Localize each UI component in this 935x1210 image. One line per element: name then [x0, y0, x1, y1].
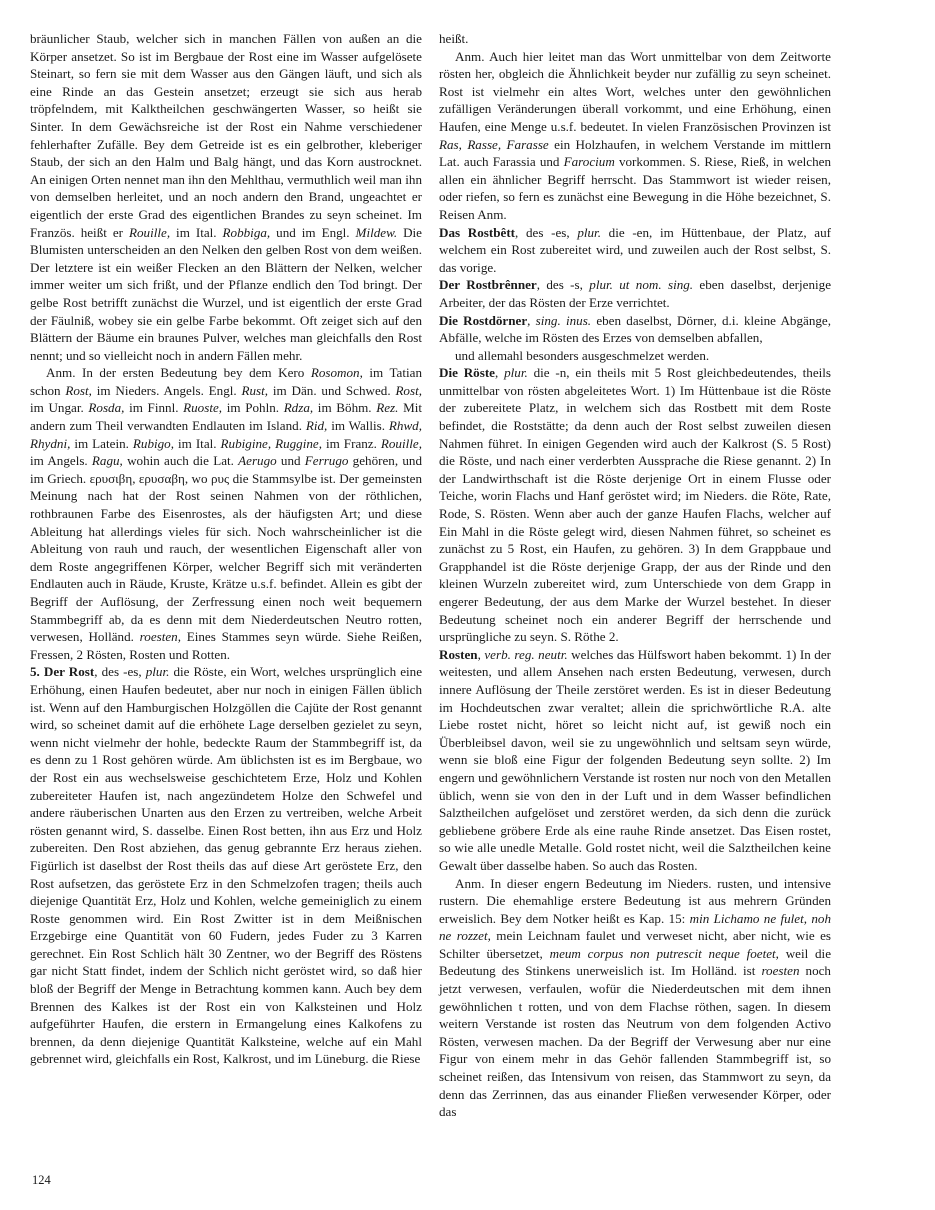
entry-rosten: Rosten, verb. reg. neutr. welches das Hülfswort haben bekommt. 1) In der weitesten, und allem Ansehen nach ersten Bedeutung, verwesen, durch innere Auflösung der Theile zerstöret werden. Es ist in dieser Bedeutung im Hochdeutschen zwar veraltet; allein die sprichwörtliche R.A. alte Liebe rostet nicht, höret so leicht nicht auf, ist gewiß noch ein Überbleibsel davon, weil sie zu ungewöhnlich und seltsam seyn würde, wenn sie bloß eine Figur der folgenden Bedeutung seyn sollte. 2) Im engern und gewöhnlichern Verstande ist rosten nur noch von den Metallen üblich, wenn sie von den in der Luft und in dem Wasser befindlichen Salztheilchen aufgelöset und zerstöret werden, da sich denn die zurück gebliebene gröbere Erde als eine rauhe Rinde ansetzet. Das Eisen rostet, so wie alle unedle Metalle. Gold rostet nicht, weil die Salztheilchen keine Gewalt über dasselbe haben. So auch das Rosten.: [439, 646, 832, 873]
lemma: Die Röste: [439, 365, 495, 381]
entry-rost-continuation: bräunlicher Staub, welcher sich in manchen Fällen von außen an die Körper ansetzet. So ist im Bergbaue der Rost eine im Wasser aufgelösete Steinart, so fern sie mit dem Wasser aus den Gängen läuft, und sich als eine Rinde an das Gestein ansetzet; erzeugt sie sich aus herab tröpfelndem, mit Kalktheilchen geschwängerten Wasser, so heißt sie Sinter. In dem Gewächsreiche ist der Rost ein Nahme verschiedener fehlerhafter Zufälle. Bey dem Getreide ist es ein gelbrother, kleberiger Staub, der sich an den Halm und Balg hängt, und das Korn austrocknet. An einigen Orten nennet man ihn den Mehlthau, vermuthlich weil man ihn von demselben herleitet, und an noch andern den Brand, ungeachtet er eigentlich der erste Grad des eigentlichen Brandes zu seyn scheinet. Im Französ. heißt er Rouille, im Ital. Robbiga, und im Engl. Mildew. Die Blumisten unterscheiden an den Nelken den gelben Rost von dem weißen. Der letztere ist ein weißer Flecken an den Blättern der Nelken, welcher immer weiter um sich frißt, und der Pflanze endlich den Tod bringt. Der gelbe Rost betrifft zunächst die Wurzel, und ist eigentlich der erste Grad der Fäulniß, wobey sie ein gelbe Farbe bekommt. Oft zeiget sich auf den Blättern der Bäume ein braunes Pulver, welches man gleichfalls den Rost nennt; und so vielleicht noch in andern Fällen mehr.: [30, 31, 422, 363]
entry-rost-end: heißt.: [439, 31, 469, 46]
lemma: Der Rostbrênner: [439, 277, 537, 293]
entry-rostdoerner: Die Rostdörner, sing. inus. eben daselbst, Dörner, d.i. kleine Abgänge, Abfälle, welche im Rösten des Erzes von demselben abfallen,: [439, 312, 832, 346]
note-rost-etymology: Anm. Auch hier leitet man das Wort unmittelbar von dem Zeitworte rösten her, obgleich die Ähnlichkeit beyder nur zufällig zu seyn scheinet. Rost ist vielmehr ein altes Wort, welches unter den gewöhnlichen zufälligen Veränderungen überall vorkommt, und eine Erhöhung, einen Haufen, eine Menge u.s.f. bedeutet. In vielen Französischen Provinzen ist Ras, Rasse, Farasse ein Holzhaufen, in welchem Verstande im mittlern Lat. auch Farassia und Farocium vorkommen. S. Riese, Rieß, in welchen allen ein ähnlicher Begriff herrscht. Das Stammwort ist wieder reisen, oder riefen, so fern es zunächst eine Bewegung in die Höhe bezeichnet, S. Reisen Anm.: [439, 48, 831, 222]
note-etymology: Anm. In der ersten Bedeutung bey dem Kero Rosomon, im Tatian schon Rost, im Nieders. Angels. Engl. Rust, im Dän. und Schwed. Rost, im Ungar. Rosda, im Finnl. Ruoste, im Pohln. Rdza, im Böhm. Rez. Mit andern zum Theil verwandten Endlauten im Island. Rid, im Wallis. Rhwd, Rhydni, im Latein. Rubigo, im Ital. Rubigine, Ruggine, im Franz. Rouille, im Angels. Ragu, wohin auch die Lat. Aerugo und Ferrugo gehören, und im Griech. ερυσιβη, ερυσαβη, wo ρυς die Stammsylbe ist. Der gemeinsten Meinung nach hat der Rost seinen Nahmen von der röthlichen, rothbraunen Farbe des Eisenrostes, als der häufigsten Art; und diese Ableitung hat allerdings vieles für sich. Noch wahrscheinlicher ist die Ableitung von rauh und rauch, der wesentlichen Eigenschaft aller von dem Roste angegriffenen Körper, welcher Begriff sich mit veränderten Endlauten auch in Räude, Kruste, Krätze u.s.f. befindet. Allein es gibt der Begriff der Auflösung, der Zerfressung einen noch weit bequemern Stammbegriff ab, da es denn mit dem Niederdeutschen Neutro rotten, verwesen, Holländ. roesten, Eines Stammes seyn würde. Siehe Reißen, Fressen, 2 Rösten, Rosten und Rotten.: [30, 365, 423, 662]
entry-5-der-rost: 5. Der Rost, des -es, plur. die Röste, ein Wort, welches ursprünglich eine Erhöhung, einen Haufen bedeutet, aber nur noch in einigen Fällen üblich ist. Wenn auf den Hamburgischen Holzgöllen die Cajüte der Rost genannt wird, so scheinet damit auf die erhöhete Lage derselben gezielet zu seyn, wenn nicht vielmehr der hohle, bedeckte Raum der Stammbegriff ist, da es denn zu 1 Rost gehören würde. Am üblichsten ist es im Bergbaue, wo der Rost ein aus wechselsweise geschichtetem Erze, Holz und Kohlen zubereiteter Haufen ist, nach angezündetem Holze den Schwefel und andere räuberischen Unarten aus den Erzen zu vertreiben, welche Arbeit rösten genannt wird, S. dasselbe. Einen Rost betten, ihn aus Erz und Holz zubereiten. Den Rost abziehen, das genug gebrannte Erz heraus ziehen. Figürlich ist daselbst der Rost theils das auf diese Art geröstete Erz, den Rost aufsetzen, das geröstete Erz in den Schmelzofen tragen; theils auch diejenige Quantität Erz, Holz und Kohlen, welche gemeiniglich zu einem Roste genommen wird. Ein Rost Zwitter ist in dem Meißnischen Erzgebirge eine Quantität von 60 Fudern, jedes Fuder zu 3 Karren gerechnet. Ein Rost Schlich hält 30 Zentner, wo der Begriff des Röstens gar nicht Statt findet, indem der Schlich nicht geröstet wird, so daß hier bloß der Begriff der Menge in Betrachtung kommen kann. Auch bey dem Brennen des Kalkes ist der Rost ein von Kalksteinen und Holz aufgeführter Haufen, die erstern in Ermangelung eines Kalkofens zu brennen, da denn diejenige Quantität Kalksteine, welche auf ein Mahl gebrennet wird, gleichfalls ein Rost, Kalkrost, und im Lüneburg. die Riese: [30, 664, 423, 1067]
left-column: [30, 30, 422, 1068]
lemma: Die Rostdörner: [439, 312, 528, 328]
entry-roeste: Die Röste, plur. die -n, ein theils mit 5 Rost gleichbedeutendes, theils unmittelbar von rösten abgeleitetes Wort. 1) Im Hüttenbaue ist die Röste der zubereitete Platz, in welchem sich das Rostbett mit dem Roste befindet, die Roststätte; da denn auch der Rost selbst zuweilen diesen Nahmen führet. In einigen Gegenden wird auch der Kalkrost (S. 5 Rost) die Röste, und nach einer verderbten Aussprache die Riese genannt. 2) In der Landwirthschaft ist die Röste derjenige Ort in einem Flusse oder Teiche, worin Flachs und Hanf geröstet wird; im Nieders. die Röte, Rate, Rode, S. Rösten. Wenn aber auch der ganze Haufen Flachs, welcher auf Ein Mahl in die Röste gelegt wird, diesen Nahmen führet, so scheinet es zunächst zu 5 Rost, ein Haufen, zu gehören. 3) In dem Grappbaue und Grapphandel ist die Röste derjenige Grapp, der aus der Rinde und den kleinen Wurzeln zubereitet wird, zum Unterschiede von dem Grapp in engerer Bedeutung, der aus dem Marke der Wurzel bestehet. In dieser Bedeutung scheinet noch ein anderer Begriff der herrschende und ursprüngliche zu seyn. S. Röthe 2.: [439, 365, 832, 645]
lemma: Rosten: [439, 646, 478, 662]
entry-rostbett: Das Rostbêtt, des -es, plur. die -en, im Hüttenbaue, der Platz, auf welchem ein Rost zubereitet wird, und zuweilen auch der Rost selbst, S. das vorige.: [439, 224, 831, 275]
entry-rostdoerner-cont: und allemahl besonders ausgeschmelzet werden.: [455, 347, 710, 363]
lemma: 5. Der Rost: [30, 664, 95, 680]
entry-rostbrenner: Der Rostbrênner, des -s, plur. ut nom. sing. eben daselbst, derjenige Arbeiter, der das Rösten der Erze verrichtet.: [439, 277, 832, 310]
lemma: Das Rostbêtt: [439, 224, 516, 240]
right-column: [439, 30, 831, 1121]
page-number: 124: [32, 1173, 51, 1187]
note-rosten-etymology: Anm. In dieser engern Bedeutung im Nieders. rusten, und intensive rustern. Die ehemahlige erstere Bedeutung ist aus mehrern Gründen erweislich. Bey dem Notker heißt es Kap. 15: min Lichamo ne fulet, noh ne rozzet, mein Leichnam faulet und verweset nicht, aber nicht, wie es Schilter übersetzet, meum corpus non putrescit neque foetet, weil die Bedeutung des Stinkens unerweislich ist. Im Holländ. ist roesten noch jetzt verwesen, verfaulen, wofür die Niederdeutschen mit dem ihnen gewöhnlichen t rotten, und von dem Flachse röthen, sagen. In diesem weitern Verstande ist rosten das Neutrum von dem folgenden Activo Rösten, verwesen machen. Da der Begriff der Verwesung aber nur eine Figur von einem mehr in das Gehör fallenden Stammbegriff ist, so scheinet reißen, das Intensivum von reisen, das Stammwort zu seyn, da denn das Zerrinnen, das aus einander Fließen verwesender Körper, oder das: [439, 875, 832, 1120]
